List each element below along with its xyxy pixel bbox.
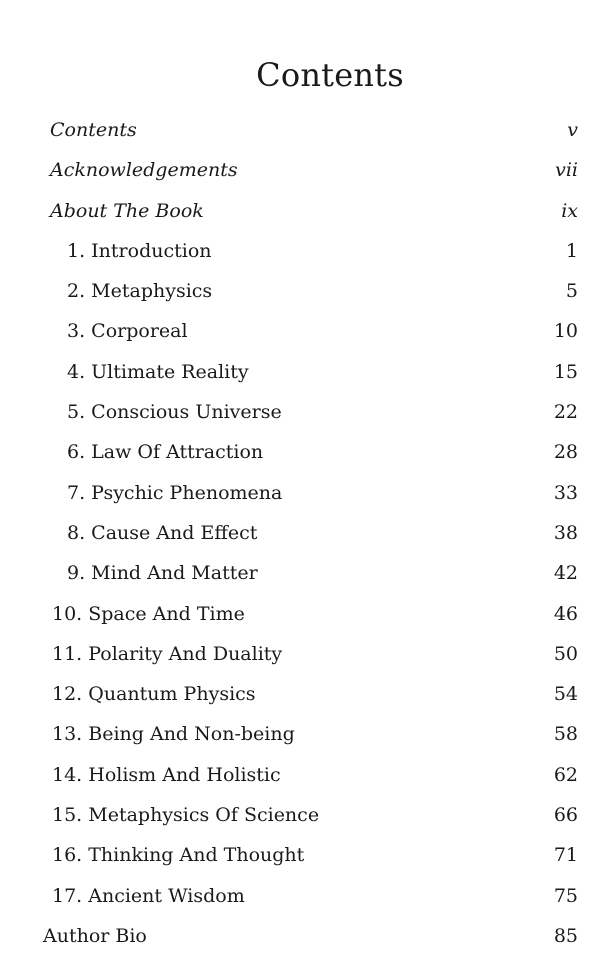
toc-entry-page: 85 bbox=[553, 924, 578, 947]
toc-entry-title: 5. Conscious Universe bbox=[67, 401, 282, 424]
toc-entry-chapter-13[interactable] bbox=[0, 717, 600, 757]
toc-entry-title: 15. Metaphysics Of Science bbox=[52, 804, 320, 827]
toc-entry-title: 13. Being And Non-being bbox=[52, 723, 295, 746]
toc-entry-acknowledgements[interactable] bbox=[0, 153, 600, 193]
toc-entry-chapter-1[interactable] bbox=[0, 234, 600, 274]
toc-entry-chapter-8[interactable] bbox=[0, 516, 600, 556]
toc-entry-page: ix bbox=[561, 199, 578, 222]
toc-entry-title: 11. Polarity And Duality bbox=[52, 642, 283, 665]
toc-entry-title: 7. Psychic Phenomena bbox=[67, 481, 283, 504]
toc-entry-title: 3. Corporeal bbox=[67, 320, 188, 343]
toc-entry-title: 8. Cause And Effect bbox=[67, 521, 258, 544]
toc-entry-page: 54 bbox=[553, 683, 578, 706]
toc-entry-chapter-5[interactable] bbox=[0, 395, 600, 435]
toc-entry-page: 38 bbox=[553, 521, 578, 544]
toc-entry-title: 10. Space And Time bbox=[52, 602, 245, 625]
toc-entry-page: 66 bbox=[553, 804, 578, 827]
toc-entry-title: Author Bio bbox=[43, 924, 147, 947]
toc-entry-page: v bbox=[567, 119, 578, 141]
toc-entry-author-bio[interactable] bbox=[0, 919, 600, 959]
toc-entry-page: 1 bbox=[565, 239, 578, 262]
toc-entry-page: 33 bbox=[553, 481, 578, 504]
toc-entry-chapter-14[interactable] bbox=[0, 758, 600, 798]
toc-entry-chapter-2[interactable] bbox=[0, 274, 600, 314]
toc-entry-chapter-6[interactable] bbox=[0, 435, 600, 475]
toc-entry-page: 22 bbox=[553, 401, 578, 424]
toc-entry-title: 4. Ultimate Reality bbox=[67, 360, 249, 383]
toc-entry-title: 14. Holism And Holistic bbox=[52, 763, 281, 786]
toc-entry-title: 12. Quantum Physics bbox=[52, 683, 256, 706]
toc-entry-title: 1. Introduction bbox=[67, 239, 212, 262]
toc-entry-page: vii bbox=[555, 159, 578, 182]
toc-entry-page: 50 bbox=[553, 642, 578, 665]
toc-entry-title: 2. Metaphysics bbox=[67, 280, 213, 303]
toc-entry-chapter-17[interactable] bbox=[0, 879, 600, 919]
toc-entry-title: 17. Ancient Wisdom bbox=[52, 884, 245, 907]
toc-entry-title: 9. Mind And Matter bbox=[67, 562, 258, 585]
toc-entry-page: 62 bbox=[553, 763, 578, 786]
toc-entry-page: 42 bbox=[553, 562, 578, 585]
page-title: Contents bbox=[256, 56, 404, 94]
toc-entry-contents[interactable] bbox=[0, 113, 600, 153]
toc-entry-about-the-book[interactable] bbox=[0, 194, 600, 234]
toc-entry-page: 5 bbox=[565, 280, 578, 303]
toc-entry-chapter-9[interactable] bbox=[0, 556, 600, 596]
toc-entry-title: 16. Thinking And Thought bbox=[52, 844, 305, 867]
toc-entry-chapter-11[interactable] bbox=[0, 637, 600, 677]
toc-entry-title: Acknowledgements bbox=[50, 159, 238, 182]
toc-entry-chapter-4[interactable] bbox=[0, 355, 600, 395]
toc-entry-chapter-7[interactable] bbox=[0, 476, 600, 516]
toc-entry-page: 58 bbox=[553, 723, 578, 746]
toc-entry-chapter-16[interactable] bbox=[0, 838, 600, 878]
toc-entry-title: About The Book bbox=[50, 199, 204, 222]
toc-entry-chapter-10[interactable] bbox=[0, 597, 600, 637]
toc-entry-title: Contents bbox=[50, 119, 137, 141]
toc-entry-page: 71 bbox=[553, 844, 578, 867]
toc-entry-page: 28 bbox=[553, 441, 578, 464]
toc-entry-page: 10 bbox=[553, 320, 578, 343]
toc-entry-chapter-3[interactable] bbox=[0, 314, 600, 354]
toc-entry-chapter-15[interactable] bbox=[0, 798, 600, 838]
toc-entry-page: 46 bbox=[553, 602, 578, 625]
toc-entry-page: 75 bbox=[553, 884, 578, 907]
table-of-contents bbox=[0, 113, 600, 959]
toc-entry-title: 6. Law Of Attraction bbox=[67, 441, 264, 464]
toc-entry-chapter-12[interactable] bbox=[0, 677, 600, 717]
toc-entry-page: 15 bbox=[553, 360, 578, 383]
